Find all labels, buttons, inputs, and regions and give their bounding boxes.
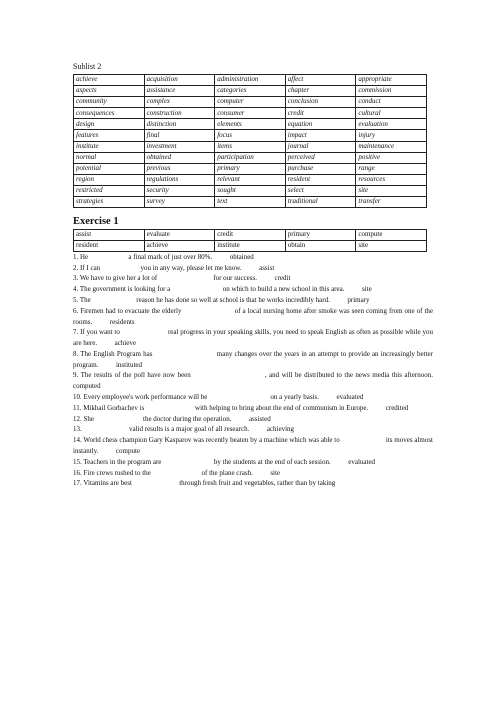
table-row <box>74 197 427 208</box>
table-cell: relevant <box>215 174 286 185</box>
table-cell: obtain <box>285 240 356 251</box>
table-cell: conduct <box>356 97 427 108</box>
table-cell: items <box>215 141 286 152</box>
table-cell: credit <box>215 230 286 241</box>
list-item: 14. World chess champion Gary Kasparov was recently beaten by a machine which was able to its moves almost instantly. compute <box>73 436 435 456</box>
table-cell: institute <box>215 240 286 251</box>
list-item: 8. The English Program has many changes over the years in an attempt to provide an increasingly better program. instituted <box>73 349 435 369</box>
table-cell: site <box>356 240 427 251</box>
table-cell: acquisition <box>144 75 215 86</box>
sublist-word-table <box>73 74 427 208</box>
exercise-sentences <box>73 252 451 490</box>
table-cell: participation <box>215 152 286 163</box>
table-cell: chapter <box>285 86 356 97</box>
table-cell: construction <box>144 108 215 119</box>
table-cell: resources <box>356 174 427 185</box>
list-item: 11. Mikhail Gorbachev is with helping to bring about the end of communism in Europe. credited <box>73 403 409 412</box>
table-cell: evaluate <box>144 230 215 241</box>
table-row <box>74 75 427 86</box>
table-cell: assist <box>74 230 145 241</box>
table-cell: journal <box>285 141 356 152</box>
table-cell: cultural <box>356 108 427 119</box>
table-cell: conclusion <box>285 97 356 108</box>
table-row <box>74 97 427 108</box>
table-row <box>74 141 427 152</box>
table-row <box>74 185 427 196</box>
list-item: 4. The government is looking for a on which to build a new school in this area. site <box>73 285 372 294</box>
table-cell: security <box>144 185 215 196</box>
table-cell: consumer <box>215 108 286 119</box>
list-item: 1. He a final mark of just over 80%. obtained <box>73 252 254 261</box>
table-row <box>74 108 427 119</box>
list-item: 9. The results of the poll have now been , and will be distributed to the news media this afternoon. computed <box>73 371 451 391</box>
table-cell: institute <box>74 141 145 152</box>
table-row <box>74 119 427 130</box>
table-cell: text <box>215 197 286 208</box>
table-cell: previous <box>144 163 215 174</box>
list-item: 2. If I can you in any way, please let me know. assist <box>73 263 275 272</box>
list-item: 17. Vitamins are best through fresh fruit and vegetables, rather than by taking <box>73 479 336 488</box>
table-cell: commission <box>356 86 427 97</box>
table-row <box>74 152 427 163</box>
table-cell: select <box>285 185 356 196</box>
document-page <box>73 62 451 489</box>
exercise-word-table <box>73 229 427 252</box>
table-cell: potential <box>74 163 145 174</box>
table-cell: computer <box>215 97 286 108</box>
table-cell: restricted <box>74 185 145 196</box>
table-cell: survey <box>144 197 215 208</box>
table-cell: consequences <box>74 108 145 119</box>
table-cell: focus <box>215 130 286 141</box>
table-cell: distinction <box>144 119 215 130</box>
table-cell: purchase <box>285 163 356 174</box>
table-cell: appropriate <box>356 75 427 86</box>
table-cell: administration <box>215 75 286 86</box>
table-row <box>74 230 427 241</box>
list-item: 6. Firemen had to evacuate the elderly of a local nursing home after smoke was seen coming from one of the rooms. residents <box>73 306 435 326</box>
table-cell: investment <box>144 141 215 152</box>
table-cell: transfer <box>356 197 427 208</box>
exercise-title: Exercise 1 <box>73 216 119 228</box>
table-row <box>74 163 427 174</box>
table-cell: credit <box>285 108 356 119</box>
table-cell: obtained <box>144 152 215 163</box>
table-cell: final <box>144 130 215 141</box>
table-cell: positive <box>356 152 427 163</box>
table-cell: regulations <box>144 174 215 185</box>
table-cell: community <box>74 97 145 108</box>
table-cell: complex <box>144 97 215 108</box>
list-item: 15. Teachers in the program are by the students at the end of each session. evaluated <box>73 457 376 466</box>
table-cell: compute <box>356 230 427 241</box>
table-cell: achieve <box>144 240 215 251</box>
table-cell: design <box>74 119 145 130</box>
list-item: 13. valid results is a major goal of all research. achieving <box>73 425 295 434</box>
table-cell: sought <box>215 185 286 196</box>
table-cell: maintenance <box>356 141 427 152</box>
table-cell: resident <box>74 240 145 251</box>
table-cell: primary <box>285 230 356 241</box>
table-cell: injury <box>356 130 427 141</box>
table-cell: impact <box>285 130 356 141</box>
table-cell: evaluation <box>356 119 427 130</box>
list-item: 16. Fire crews rushed to the of the plane crash. site <box>73 468 281 477</box>
table-row <box>74 86 427 97</box>
table-cell: site <box>356 185 427 196</box>
table-cell: achieve <box>74 75 145 86</box>
table-row <box>74 174 427 185</box>
table-cell: strategies <box>74 197 145 208</box>
table-cell: resident <box>285 174 356 185</box>
table-cell: categories <box>215 86 286 97</box>
table-row <box>74 240 427 251</box>
table-cell: perceived <box>285 152 356 163</box>
table-cell: traditional <box>285 197 356 208</box>
list-item: 10. Every employee's work performance will be on a yearly basis. evaluated <box>73 393 364 402</box>
table-cell: features <box>74 130 145 141</box>
table-cell: normal <box>74 152 145 163</box>
table-cell: primary <box>215 163 286 174</box>
table-cell: equation <box>285 119 356 130</box>
table-cell: aspects <box>74 86 145 97</box>
table-cell: affect <box>285 75 356 86</box>
table-row <box>74 130 427 141</box>
table-cell: elements <box>215 119 286 130</box>
table-cell: region <box>74 174 145 185</box>
table-cell: range <box>356 163 427 174</box>
list-item: 7. If you want to real progress in your speaking skills, you need to speak English as often as possible while you are here. achieve <box>73 328 435 348</box>
list-item: 12. She the doctor during the operation. assisted <box>73 414 271 423</box>
table-cell: assistance <box>144 86 215 97</box>
list-item: 5. The reason he has done so well at school is that he works incredibly hard. primary <box>73 295 370 304</box>
sublist-title: Sublist 2 <box>73 62 102 71</box>
list-item: 3. We have to give her a lot of for our success. credit <box>73 274 291 283</box>
